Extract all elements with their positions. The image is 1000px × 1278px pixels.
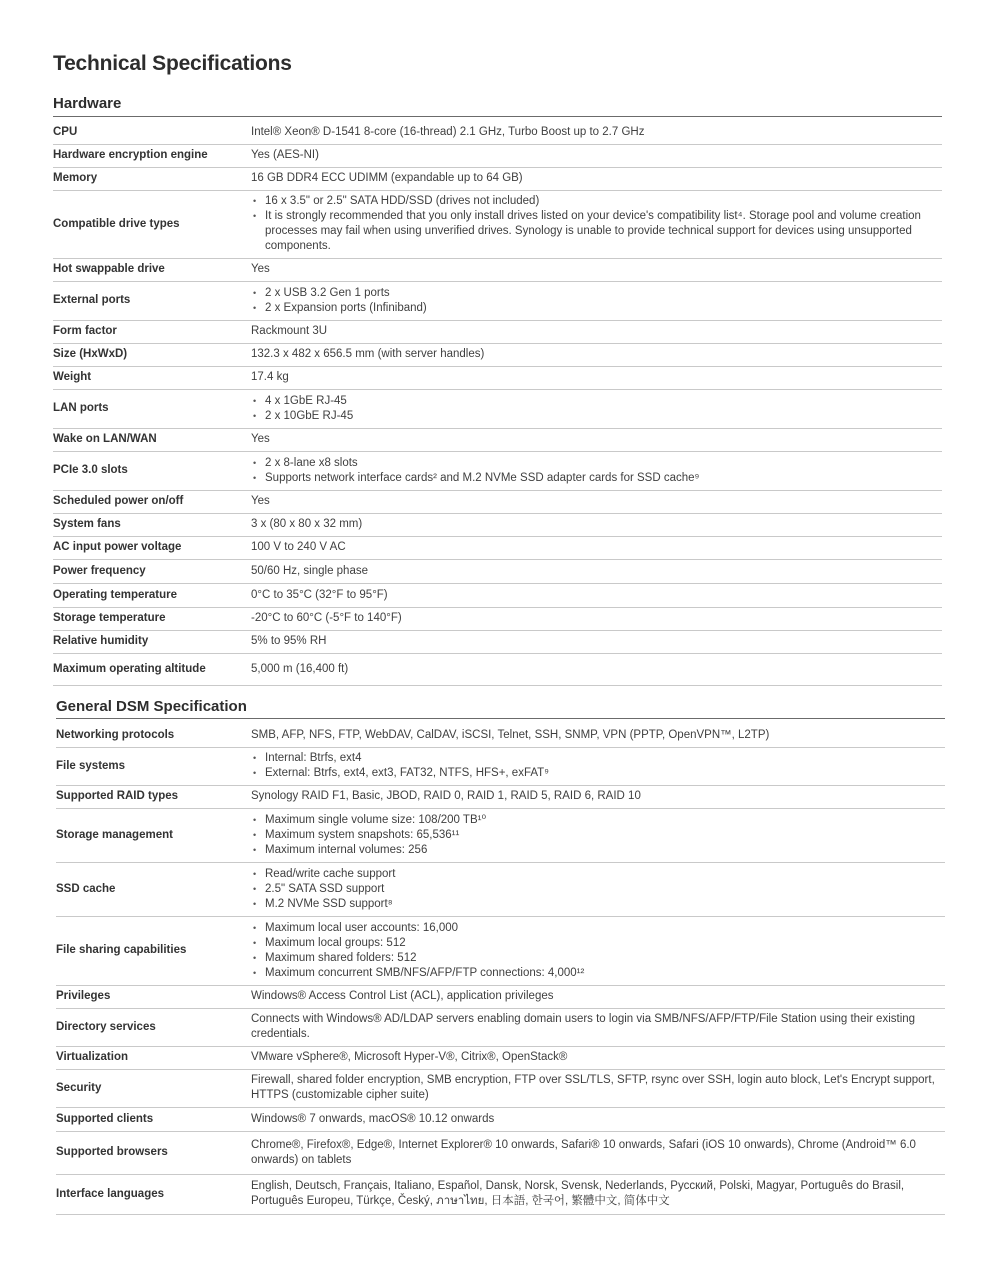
spec-row xyxy=(53,389,942,428)
spec-row xyxy=(53,451,942,490)
spec-row xyxy=(56,747,945,785)
spec-value xyxy=(251,747,945,785)
spec-label: Operating temperature xyxy=(53,583,251,607)
spec-value-list-item: • Maximum local user accounts: 16,000 xyxy=(251,921,945,936)
spec-value-list xyxy=(251,394,942,424)
spec-label: Compatible drive types xyxy=(53,190,251,258)
spec-label: Form factor xyxy=(53,320,251,343)
spec-value: Synology RAID F1, Basic, JBOD, RAID 0, RAID 1, RAID 5, RAID 6, RAID 10 xyxy=(251,785,945,808)
spec-label: CPU xyxy=(53,121,251,144)
spec-row xyxy=(53,490,942,513)
spec-value: 132.3 x 482 x 656.5 mm (with server handles) xyxy=(251,343,942,366)
spec-value: Connects with Windows® AD/LDAP servers enabling domain users to login via SMB/NFS/AFP/FTP/File Station using their existing credentials. xyxy=(251,1008,945,1046)
spec-value-list-item: • 2 x USB 3.2 Gen 1 ports xyxy=(251,286,942,301)
spec-row xyxy=(53,653,942,685)
spec-row xyxy=(53,513,942,536)
spec-value: SMB, AFP, NFS, FTP, WebDAV, CalDAV, iSCSI, Telnet, SSH, SNMP, VPN (PPTP, OpenVPN™, L2TP) xyxy=(251,724,945,747)
spec-value xyxy=(251,862,945,916)
page-title: Technical Specifications xyxy=(53,52,292,75)
spec-value xyxy=(251,451,942,490)
spec-label: PCIe 3.0 slots xyxy=(53,451,251,490)
dsm-section-title: General DSM Specification xyxy=(56,698,247,715)
spec-label: Privileges xyxy=(56,985,251,1008)
spec-value: Chrome®, Firefox®, Edge®, Internet Explorer® 10 onwards, Safari® 10 onwards, Safari (iOS 10 onwards), Chrome (Android™ 6.0 onwards) on tablets xyxy=(251,1131,945,1174)
spec-value xyxy=(251,808,945,862)
spec-value-list-item: • Maximum single volume size: 108/200 TB¹⁰ xyxy=(251,813,945,828)
dsm-spec-table xyxy=(56,724,945,1215)
spec-value: Yes (AES-NI) xyxy=(251,144,942,167)
spec-row xyxy=(53,428,942,451)
spec-value: 3 x (80 x 80 x 32 mm) xyxy=(251,513,942,536)
hardware-section-rule xyxy=(53,116,942,117)
spec-row xyxy=(56,1008,945,1046)
dsm-section-rule xyxy=(56,718,945,719)
spec-row xyxy=(56,1131,945,1174)
spec-value-list xyxy=(251,867,945,912)
spec-label: Hot swappable drive xyxy=(53,258,251,281)
spec-value: Yes xyxy=(251,490,942,513)
spec-row xyxy=(53,607,942,630)
spec-row xyxy=(56,916,945,985)
spec-label: Supported RAID types xyxy=(56,785,251,808)
spec-value-list-item: • 2 x 8-lane x8 slots xyxy=(251,456,942,471)
spec-label: Weight xyxy=(53,366,251,389)
spec-row xyxy=(53,144,942,167)
spec-label: Storage temperature xyxy=(53,607,251,630)
spec-value: 5,000 m (16,400 ft) xyxy=(251,653,942,685)
spec-row xyxy=(53,167,942,190)
spec-value-list xyxy=(251,921,945,981)
spec-value: Yes xyxy=(251,258,942,281)
spec-row xyxy=(53,190,942,258)
spec-row xyxy=(56,985,945,1008)
spec-value-list-item: • Maximum system snapshots: 65,536¹¹ xyxy=(251,828,945,843)
spec-label: Relative humidity xyxy=(53,630,251,653)
spec-value-list xyxy=(251,194,942,254)
spec-value-list xyxy=(251,456,942,486)
spec-row xyxy=(53,343,942,366)
spec-value-list-item: • 16 x 3.5" or 2.5" SATA HDD/SSD (drives not included) xyxy=(251,194,942,209)
spec-row xyxy=(53,583,942,607)
spec-value-list-item: • It is strongly recommended that you only install drives listed on your device's compatibility list⁴. Storage pool and volume creation processes may fail when using unverified drives. Synology is unable to provide technical support for devices using unsupported components. xyxy=(251,209,942,254)
spec-row xyxy=(53,281,942,320)
spec-label: LAN ports xyxy=(53,389,251,428)
spec-label: System fans xyxy=(53,513,251,536)
hardware-section-title: Hardware xyxy=(53,95,122,112)
spec-label: Networking protocols xyxy=(56,724,251,747)
spec-label: Supported clients xyxy=(56,1107,251,1131)
spec-value-list xyxy=(251,813,945,858)
spec-value-list-item: • Internal: Btrfs, ext4 xyxy=(251,751,945,766)
spec-label: Interface languages xyxy=(56,1174,251,1214)
spec-value-list-item: • 2.5" SATA SSD support xyxy=(251,882,945,897)
spec-row xyxy=(53,366,942,389)
spec-value: VMware vSphere®, Microsoft Hyper-V®, Citrix®, OpenStack® xyxy=(251,1046,945,1069)
spec-row xyxy=(53,320,942,343)
spec-label: File systems xyxy=(56,747,251,785)
spec-value: 100 V to 240 V AC xyxy=(251,536,942,559)
spec-label: SSD cache xyxy=(56,862,251,916)
spec-value-list-item: • Maximum concurrent SMB/NFS/AFP/FTP connections: 4,000¹² xyxy=(251,966,945,981)
spec-label: Power frequency xyxy=(53,559,251,583)
spec-value-list-item: • Maximum local groups: 512 xyxy=(251,936,945,951)
spec-value: Windows® Access Control List (ACL), application privileges xyxy=(251,985,945,1008)
spec-row xyxy=(56,1069,945,1107)
spec-row xyxy=(56,785,945,808)
spec-value xyxy=(251,281,942,320)
spec-row xyxy=(53,630,942,653)
spec-value-list xyxy=(251,751,945,781)
spec-value: 5% to 95% RH xyxy=(251,630,942,653)
spec-value: -20°C to 60°C (-5°F to 140°F) xyxy=(251,607,942,630)
spec-row xyxy=(56,808,945,862)
spec-label: Supported browsers xyxy=(56,1131,251,1174)
spec-label: Security xyxy=(56,1069,251,1107)
spec-value: 0°C to 35°C (32°F to 95°F) xyxy=(251,583,942,607)
spec-value: Windows® 7 onwards, macOS® 10.12 onwards xyxy=(251,1107,945,1131)
spec-value: 17.4 kg xyxy=(251,366,942,389)
spec-row xyxy=(56,724,945,747)
spec-label: Scheduled power on/off xyxy=(53,490,251,513)
spec-value: Rackmount 3U xyxy=(251,320,942,343)
spec-value-list-item: • Maximum shared folders: 512 xyxy=(251,951,945,966)
spec-row xyxy=(53,559,942,583)
spec-row xyxy=(56,862,945,916)
spec-row xyxy=(53,536,942,559)
spec-value: Firewall, shared folder encryption, SMB encryption, FTP over SSL/TLS, SFTP, rsync over SSH, login auto block, Let's Encrypt support, HTTPS (customizable cipher suite) xyxy=(251,1069,945,1107)
spec-label: Memory xyxy=(53,167,251,190)
spec-value-list-item: • 4 x 1GbE RJ-45 xyxy=(251,394,942,409)
spec-value-list-item: • M.2 NVMe SSD support⁸ xyxy=(251,897,945,912)
spec-label: Wake on LAN/WAN xyxy=(53,428,251,451)
spec-value-list-item: • Read/write cache support xyxy=(251,867,945,882)
spec-value: 50/60 Hz, single phase xyxy=(251,559,942,583)
spec-label: AC input power voltage xyxy=(53,536,251,559)
spec-value xyxy=(251,190,942,258)
spec-label: File sharing capabilities xyxy=(56,916,251,985)
spec-label: Directory services xyxy=(56,1008,251,1046)
spec-value-list-item: • Maximum internal volumes: 256 xyxy=(251,843,945,858)
spec-value-list-item: • External: Btrfs, ext4, ext3, FAT32, NTFS, HFS+, exFAT⁹ xyxy=(251,766,945,781)
spec-value: Yes xyxy=(251,428,942,451)
spec-row xyxy=(56,1046,945,1069)
spec-value-list-item: • Supports network interface cards² and M.2 NVMe SSD adapter cards for SSD cache⁹ xyxy=(251,471,942,486)
spec-value: Intel® Xeon® D-1541 8-core (16-thread) 2.1 GHz, Turbo Boost up to 2.7 GHz xyxy=(251,121,942,144)
spec-row xyxy=(56,1107,945,1131)
spec-label: Size (HxWxD) xyxy=(53,343,251,366)
spec-label: External ports xyxy=(53,281,251,320)
spec-label: Hardware encryption engine xyxy=(53,144,251,167)
hardware-spec-table xyxy=(53,121,942,686)
spec-label: Maximum operating altitude xyxy=(53,653,251,685)
spec-label: Storage management xyxy=(56,808,251,862)
spec-value-list-item: • 2 x Expansion ports (Infiniband) xyxy=(251,301,942,316)
spec-value: 16 GB DDR4 ECC UDIMM (expandable up to 64 GB) xyxy=(251,167,942,190)
spec-row xyxy=(53,121,942,144)
spec-value-list-item: • 2 x 10GbE RJ-45 xyxy=(251,409,942,424)
spec-value xyxy=(251,916,945,985)
spec-label: Virtualization xyxy=(56,1046,251,1069)
spec-row xyxy=(53,258,942,281)
spec-row xyxy=(56,1174,945,1214)
spec-value-list xyxy=(251,286,942,316)
spec-value: English, Deutsch, Français, Italiano, Español, Dansk, Norsk, Svensk, Nederlands, Русский, Polski, Magyar, Português do Brasil, Português Europeu, Türkçe, Český, ภาษาไทย, 日本語, 한국어, 繁體中文, 简体中文 xyxy=(251,1174,945,1214)
spec-value xyxy=(251,389,942,428)
